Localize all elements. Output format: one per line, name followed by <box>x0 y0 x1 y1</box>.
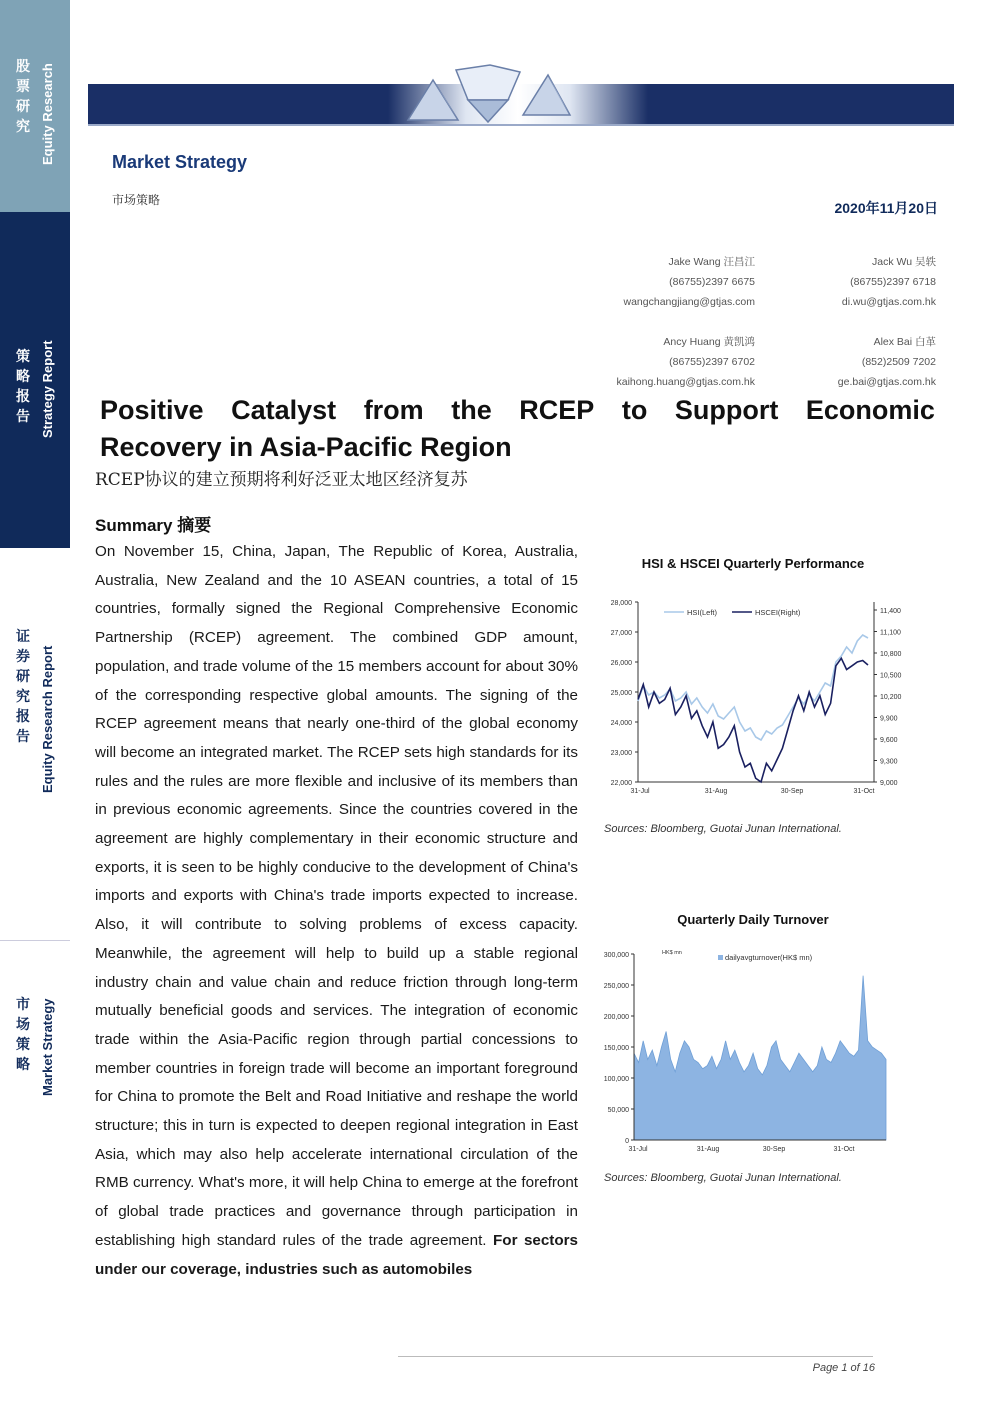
y-right-tick-label: 10,200 <box>880 694 902 701</box>
sidebar-en-label: Equity Research <box>40 63 55 165</box>
y-left-tick-label: 22,000 <box>610 780 632 787</box>
legend-label: dailyavgturnover(HK$ mn) <box>725 953 813 962</box>
chart1-title: HSI & HSCEI Quarterly Performance <box>641 556 865 571</box>
chart2-title: Quarterly Daily Turnover <box>677 912 829 927</box>
banner-rule <box>88 124 954 126</box>
headline-word: Economic <box>805 395 935 425</box>
y-tick-label: 150,000 <box>603 1045 629 1052</box>
analyst-name: Alex Bai 白革 <box>873 336 936 348</box>
sidebar-en-label: Equity Research Report <box>40 645 55 793</box>
hsi-hscei-line-chart <box>596 592 912 802</box>
x-tick-label: 31-Jul <box>630 788 650 795</box>
analyst-email[interactable]: ge.bai@gtjas.com.hk <box>837 376 936 388</box>
analyst-name: Jack Wu 吴轶 <box>872 256 936 268</box>
x-tick-label: 31-Aug <box>704 788 728 795</box>
section-title-cn: 市场策略 <box>112 193 161 207</box>
y-right-tick-label: 9,600 <box>880 737 898 744</box>
analyst-card <box>842 252 936 312</box>
headline-word: to <box>621 395 648 425</box>
headline-line-1 <box>100 392 935 429</box>
analyst-email[interactable]: di.wu@gtjas.com.hk <box>841 296 936 308</box>
headline-word: Catalyst <box>231 395 337 425</box>
legend-label: HSCEI(Right) <box>755 608 801 617</box>
report-date: 2020年11月20日 <box>834 200 938 216</box>
analyst-name: Jake Wang 汪昌江 <box>668 256 755 268</box>
y-tick-label: 50,000 <box>607 1107 629 1114</box>
unit-label: HK$ mn <box>662 950 682 956</box>
turnover-area <box>634 976 886 1140</box>
y-tick-label: 0 <box>625 1138 629 1145</box>
y-right-tick-label: 9,900 <box>880 715 898 723</box>
headline-word: Support <box>674 395 779 425</box>
x-tick-label: 30-Sep <box>780 788 804 795</box>
sidebar-en-label: Strategy Report <box>40 340 55 438</box>
headline-word: RCEP <box>519 395 595 425</box>
x-tick-label: 31-Oct <box>833 1146 855 1153</box>
x-tick-label: 31-Oct <box>853 788 875 795</box>
y-left-tick-label: 26,000 <box>610 660 632 667</box>
analyst-email[interactable]: kaihong.huang@gtjas.com.hk <box>616 376 755 388</box>
series-line-hscei <box>638 658 868 782</box>
y-left-tick-label: 25,000 <box>610 690 632 697</box>
headline-cn: RCEP协议的建立预期将利好泛亚太地区经济复苏 <box>95 470 468 490</box>
sidebar-lower <box>0 548 70 1333</box>
report-headline <box>100 392 935 466</box>
y-left-tick-label: 23,000 <box>610 750 632 757</box>
analyst-phone: (86755)2397 6702 <box>669 356 755 368</box>
analyst-card <box>617 332 756 392</box>
sidebar-strategy-report <box>0 212 70 548</box>
analyst-card <box>838 332 936 392</box>
sidebar-divider <box>0 940 70 941</box>
chart1-source: Sources: Bloomberg, Guotai Junan International. <box>604 823 842 835</box>
x-tick-label: 30-Sep <box>762 1146 786 1153</box>
page-number: Page 1 of 16 <box>812 1362 875 1374</box>
summary-bold-tail: For sectors under our coverage, industries such as automobiles <box>95 1231 578 1278</box>
headline-line-2: Recovery in Asia-Pacific Region <box>100 432 512 462</box>
headline-word: the <box>451 395 492 425</box>
diamond-logo-icon <box>398 60 578 130</box>
sidebar-cn-label: 策略报告 <box>16 348 30 424</box>
analyst-email[interactable]: wangchangjiang@gtjas.com <box>623 296 755 308</box>
y-left-tick-label: 24,000 <box>610 720 632 727</box>
chart2-source: Sources: Bloomberg, Guotai Junan International. <box>604 1172 842 1184</box>
y-right-tick-label: 10,800 <box>880 651 902 658</box>
headline-word: Positive <box>100 395 204 425</box>
analyst-name: Ancy Huang 黄凯鸿 <box>663 336 755 348</box>
legend-swatch <box>718 955 723 960</box>
y-right-tick-label: 9,300 <box>880 758 898 766</box>
x-tick-label: 31-Jul <box>628 1146 648 1153</box>
sidebar-equity-research <box>0 0 70 212</box>
y-tick-label: 100,000 <box>603 1076 629 1083</box>
sidebar-cn-label: 市场策略 <box>16 996 30 1072</box>
footer-rule <box>398 1356 873 1357</box>
y-tick-label: 300,000 <box>603 952 629 959</box>
y-left-tick-label: 27,000 <box>610 630 632 637</box>
y-tick-label: 250,000 <box>603 983 629 990</box>
analyst-phone: (86755)2397 6675 <box>669 276 755 288</box>
x-tick-label: 31-Aug <box>696 1146 720 1153</box>
y-tick-label: 200,000 <box>603 1014 629 1021</box>
headline-word: from <box>363 395 424 425</box>
summary-text: On November 15, China, Japan, The Republic of Korea, Australia, Australia, New Zealand and the 10 ASEAN countries, a total of 15 countries, formally signed the Regional Comprehensive Economic Partnership (RCEP) agreement. The combined GDP amount, population, and trade volume of the 15 members account for about 30% of the corresponding respective global amounts. The signing of the RCEP agreement means that nearly one-third of the global economy will become an integrated market. The RCEP sets high standards for its rules and the rules are more flexible and inclusive of its members than in previous economic agreements. Since the countries covered in the agreement are highly complementary in their economic structure and exports, it is seen to be highly conducive to the development of China's imports and exports with China's trade imports expected to increase. Also, it will contribute to solving problems of excess capacity. Meanwhile, the agreement will help to build up a stable regional industry chain and value chain and reduce friction through long-term mutually beneficial goods and services. The integration of economic trade within the Asia-Pacific region through partial concessions to member countries in foreign trade will become an important foreground for China to promote the Belt and Road Initiative and reshape the world structure; this in turn is expected to deepen regional integration in East Asia, which may also help accelerate international circulation of the RMB currency. What's more, it will help China to emerge at the forefront of global trade practices and governance through participation in establishing high standard rules of the trade agreement. <box>95 543 578 1249</box>
analyst-phone: (86755)2397 6718 <box>850 276 936 288</box>
sidebar-cn-label: 证券研究报告 <box>16 628 30 744</box>
sidebar-en-label: Market Strategy <box>40 998 55 1096</box>
y-right-tick-label: 9,000 <box>880 780 898 787</box>
y-left-tick-label: 28,000 <box>610 600 632 607</box>
y-right-tick-label: 10,500 <box>880 672 902 680</box>
analyst-phone: (852)2509 7202 <box>861 356 936 368</box>
summary-heading: Summary 摘要 <box>95 516 212 535</box>
summary-body <box>95 538 578 1284</box>
section-title: Market Strategy <box>112 152 248 172</box>
sidebar-cn-label: 股票研究 <box>16 58 30 134</box>
y-right-tick-label: 11,100 <box>880 629 901 637</box>
analyst-card <box>624 252 756 312</box>
y-right-tick-label: 11,400 <box>880 608 901 615</box>
turnover-area-chart <box>596 942 912 1157</box>
legend-label: HSI(Left) <box>687 608 718 617</box>
